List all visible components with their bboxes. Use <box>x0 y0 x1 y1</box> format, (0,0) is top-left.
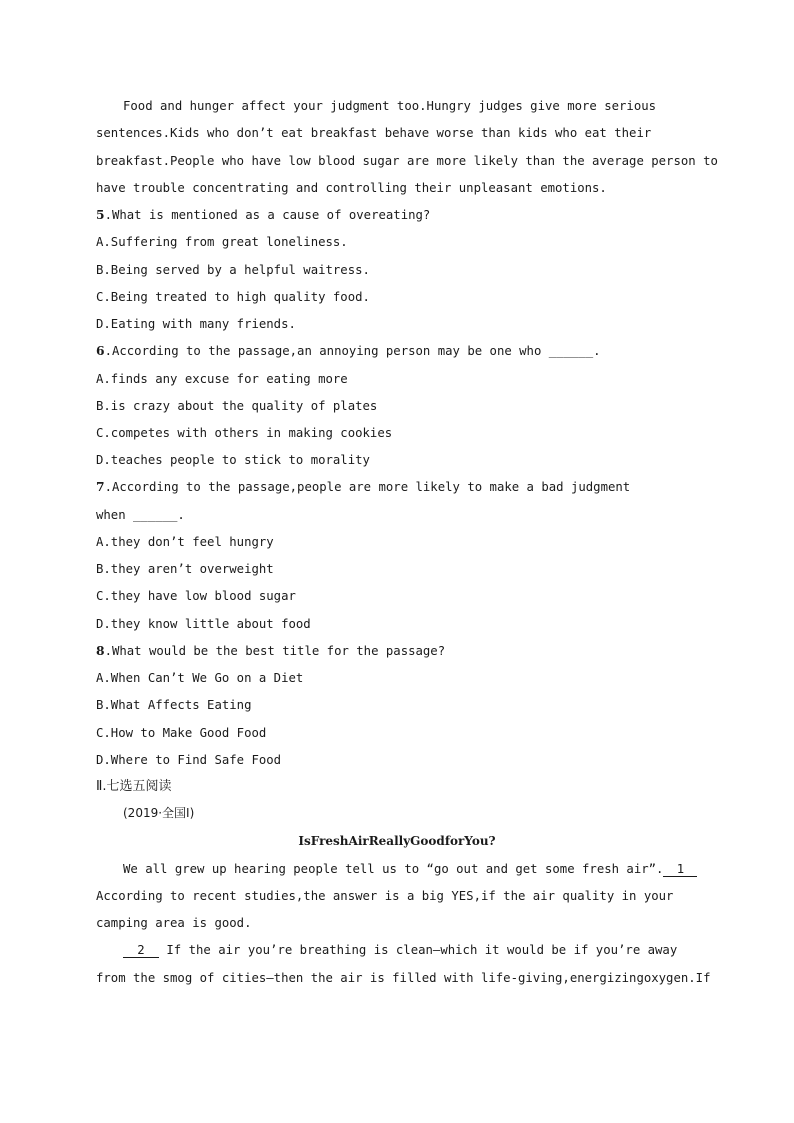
para-1-line-2: According to recent studies,the answer is a big YES,if the air quality in your <box>96 889 674 903</box>
question-5-option-c: C.Being treated to high quality food. <box>96 290 370 304</box>
question-6-option-c: C.competes with others in making cookies <box>96 426 393 440</box>
question-7-option-c: C.they have low blood sugar <box>96 589 296 603</box>
passage-line-1: Food and hunger affect your judgment too.Hungry judges give more serious <box>123 99 657 113</box>
question-6-stem <box>96 343 706 359</box>
passage-title: IsFreshAirReallyGoodforYou? <box>298 834 496 848</box>
para-1-line-3: camping area is good. <box>96 916 252 930</box>
passage-line-2: sentences.Kids who don’t eat breakfast behave worse than kids who eat their <box>96 126 652 140</box>
section-source: (2019·全国Ⅰ) <box>123 806 195 820</box>
question-5-stem <box>96 207 706 223</box>
question-7-number: 7 <box>96 479 105 494</box>
question-8-stem <box>96 643 706 659</box>
passage-line-3: breakfast.People who have low blood sugar are more likely than the average person to <box>96 154 718 168</box>
question-6-number: 6 <box>96 343 105 358</box>
question-6-text: .According to the passage,an annoying person may be one who ______. <box>104 344 601 358</box>
passage-line-4: have trouble concentrating and controlling their unpleasant emotions. <box>96 181 607 195</box>
question-8-number: 8 <box>96 643 105 658</box>
para-2-line-2: from the smog of cities—then the air is filled with life-giving,energizingoxygen.If <box>96 971 711 985</box>
question-8-text: .What would be the best title for the passage? <box>104 644 446 658</box>
question-5-option-b: B.Being served by a helpful waitress. <box>96 263 370 277</box>
question-5-number: 5 <box>96 207 105 222</box>
question-6-option-b: B.is crazy about the quality of plates <box>96 399 378 413</box>
question-5-option-d: D.Eating with many friends. <box>96 317 296 331</box>
para-1-text: We all grew up hearing people tell us to “go out and get some fresh air”. <box>123 862 664 876</box>
question-7-stem <box>96 479 706 495</box>
question-7-stem-continued: when ______. <box>96 508 185 522</box>
question-8-option-b: B.What Affects Eating <box>96 698 252 712</box>
question-7-option-d: D.they know little about food <box>96 617 311 631</box>
blank-2[interactable]: 2 <box>123 944 159 958</box>
para-1-line-1 <box>123 861 733 877</box>
para-2-line-1 <box>123 942 733 958</box>
question-8-option-c: C.How to Make Good Food <box>96 726 267 740</box>
question-6-option-d: D.teaches people to stick to morality <box>96 453 370 467</box>
question-5-option-a: A.Suffering from great loneliness. <box>96 235 348 249</box>
question-8-option-d: D.Where to Find Safe Food <box>96 753 282 767</box>
question-7-option-b: B.they aren’t overweight <box>96 562 274 576</box>
question-7-option-a: A.they don’t feel hungry <box>96 535 274 549</box>
para-2-text: If the air you’re breathing is clean—which it would be if you’re away <box>159 943 678 957</box>
question-8-option-a: A.When Can’t We Go on a Diet <box>96 671 304 685</box>
question-7-text: .According to the passage,people are more likely to make a bad judgment <box>104 480 631 494</box>
question-5-text: .What is mentioned as a cause of overeating? <box>104 208 431 222</box>
question-6-option-a: A.finds any excuse for eating more <box>96 372 348 386</box>
section-heading: Ⅱ.七选五阅读 <box>96 779 172 794</box>
blank-1[interactable]: 1 <box>663 863 697 877</box>
